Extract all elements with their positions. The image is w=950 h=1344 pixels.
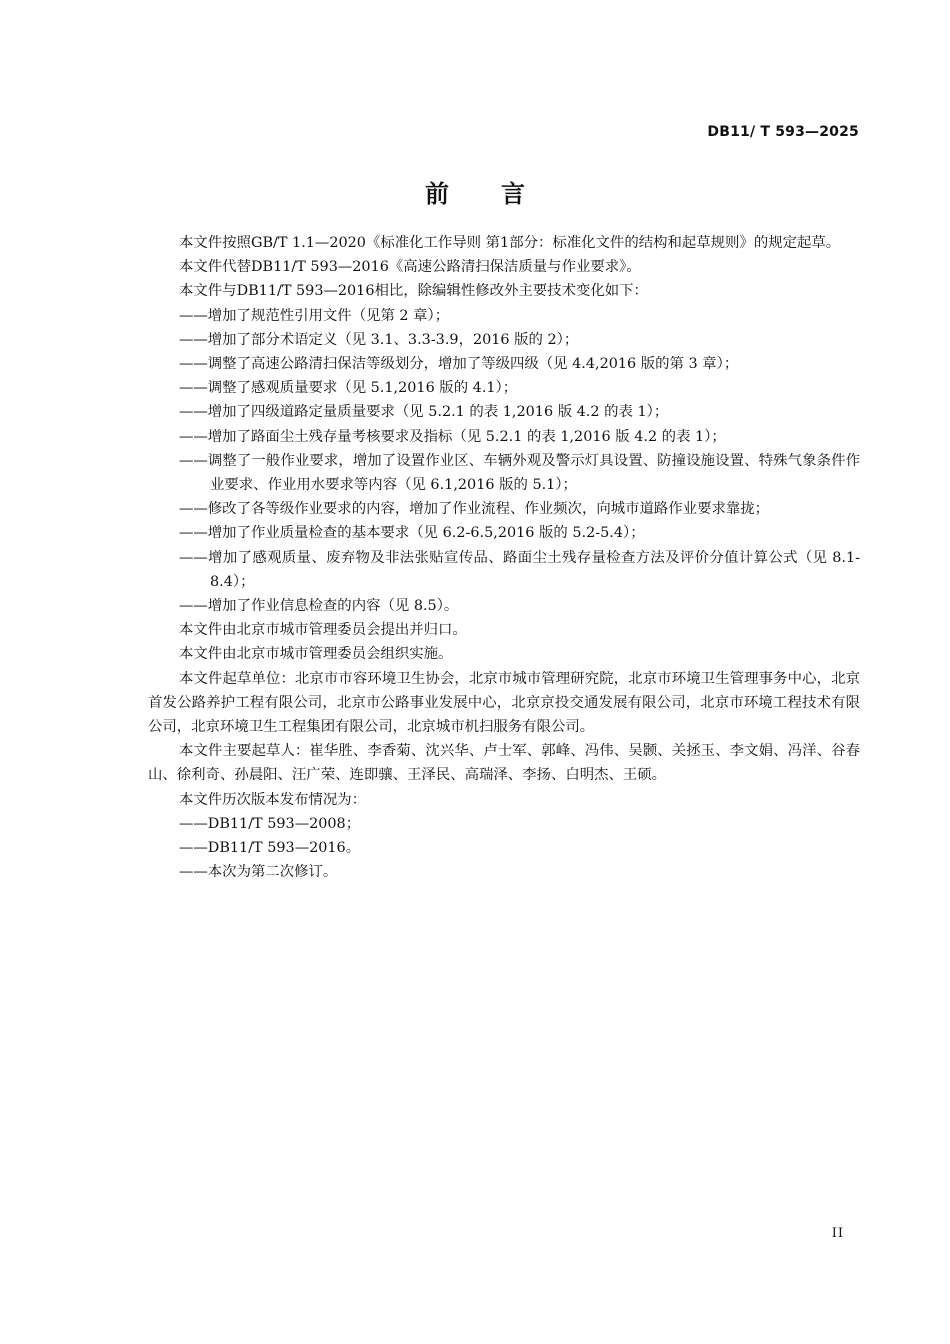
paragraph-drafting-units: 本文件起草单位：北京市市容环境卫生协会，北京市城市管理研究院，北京市环境卫生管理事务中心，北京首发公路养护工程有限公司，北京市公路事业发展中心，北京京投交通发展有限公司，北京市环境工程技术有限公司，北京环境卫生工程集团有限公司，北京城市机扫服务有限公司。 <box>148 670 860 736</box>
paragraph-proposed-by: 本文件由北京市城市管理委员会提出并归口。 <box>179 622 467 639</box>
page-number: II <box>831 1226 844 1241</box>
change-item: ——调整了一般作业要求，增加了设置作业区、车辆外观及警示灯具设置、防撞设施设置、特殊气象条件作业要求、作业用水要求等内容（见 6.1,2016 版的 5.1）； <box>179 452 860 494</box>
title-char-2: 言 <box>501 180 525 208</box>
paragraph-replaces: 本文件代替DB11/T 593—2016《高速公路清扫保洁质量与作业要求》。 <box>179 259 641 276</box>
change-item: ——修改了各等级作业要求的内容，增加了作业流程、作业频次，向城市道路作业要求靠拢； <box>179 501 770 518</box>
change-item: ——增加了规范性引用文件（见第 2 章）； <box>179 307 450 324</box>
change-item: ——增加了路面尘土残存量考核要求及指标（见 5.2.1 的表 1,2016 版 4.2 的表 1）； <box>179 428 726 445</box>
change-item: ——增加了作业信息检查的内容（见 8.5）。 <box>179 598 459 615</box>
page-title <box>0 174 950 209</box>
paragraph-history-intro: 本文件历次版本发布情况为： <box>179 791 367 808</box>
change-item: ——增加了部分术语定义（见 3.1、3.3-3.9，2016 版的 2）； <box>179 331 579 348</box>
change-item: ——增加了感观质量、废弃物及非法张贴宣传品、路面尘土残存量检查方法及评价分值计算公式（见 8.1-8.4）； <box>179 549 860 590</box>
change-item: ——调整了感观质量要求（见 5.1,2016 版的 4.1）； <box>179 380 518 397</box>
history-item: ——DB11/T 593—2016。 <box>179 840 361 857</box>
title-char-1: 前 <box>425 180 449 208</box>
change-item: ——增加了四级道路定量质量要求（见 5.2.1 的表 1,2016 版 4.2 的表 1）； <box>179 404 669 421</box>
paragraph-implemented-by: 本文件由北京市城市管理委员会组织实施。 <box>179 646 453 663</box>
paragraph-drafting-rules: 本文件按照GB/T 1.1—2020《标准化工作导则 第1部分：标准化文件的结构和起草规则》的规定起草。 <box>179 235 841 251</box>
change-item: ——增加了作业质量检查的基本要求（见 6.2-6.5,2016 版的 5.2-5.4）； <box>179 525 645 542</box>
change-item: ——调整了高速公路清扫保洁等级划分，增加了等级四级（见 4.4,2016 版的第 3 章）； <box>179 356 739 373</box>
paragraph-changes-intro: 本文件与DB11/T 593—2016相比，除编辑性修改外主要技术变化如下： <box>179 283 648 300</box>
history-item: ——DB11/T 593—2008； <box>179 815 361 832</box>
paragraph-drafters: 本文件主要起草人：崔华胜、李香菊、沈兴华、卢士军、郭峰、冯伟、吴颢、关拯玉、李文娟、冯洋、谷春山、徐利奇、孙晨阳、汪广荣、连即骧、王泽民、高瑞泽、李扬、白明杰、王硕。 <box>148 743 860 784</box>
history-item: ——本次为第二次修订。 <box>179 864 338 881</box>
foreword-body <box>148 231 860 884</box>
document-code: DB11/ T 593—2025 <box>707 124 859 140</box>
